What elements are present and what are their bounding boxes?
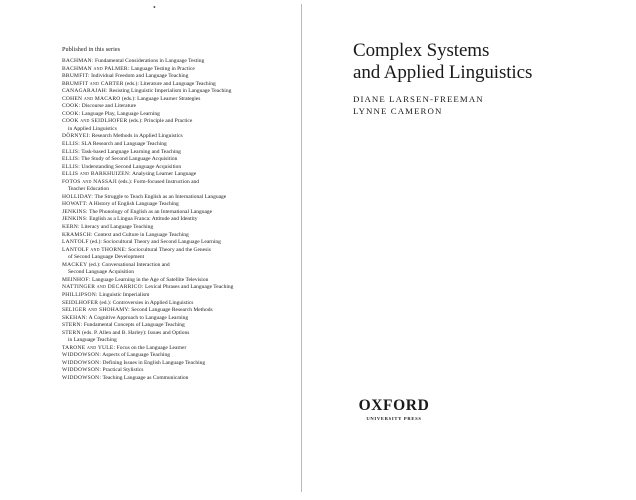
series-item-title: Teaching Language as Communication — [102, 374, 189, 381]
publisher-name: OXFORD — [358, 397, 430, 414]
series-item-title: Defining Issues in English Language Teaching — [102, 359, 206, 366]
series-item-title: Task-based Language Learning and Teaching — [81, 148, 181, 155]
series-item-title: Fundamental Considerations in Language Testing — [95, 58, 205, 64]
series-item-title: (eds.): Principle and Practice — [128, 118, 193, 125]
series-item-title: A History of English Language Teaching — [88, 201, 179, 208]
series-item-author: PHILLIPSON: — [62, 291, 98, 298]
book-title — [353, 40, 603, 84]
series-item-title: The Study of Second Language Acquisition — [81, 156, 178, 163]
publisher-subtitle: UNIVERSITY PRESS — [366, 416, 422, 421]
series-item-author: WIDDOWSON: — [62, 367, 102, 374]
series-item-author: SKEHAN: — [62, 314, 88, 321]
series-item-author: WIDDOWSON: — [62, 359, 102, 366]
series-item — [62, 284, 298, 292]
series-item — [62, 239, 298, 247]
series-item-title: (ed.): Controversies in Applied Linguistics — [99, 299, 194, 306]
series-item — [62, 171, 298, 179]
series-item-author: FOTOS and NASSAJI — [62, 178, 117, 185]
book-authors — [353, 93, 603, 117]
series-item-title: (eds.): Literature and Language Teaching — [125, 80, 216, 87]
series-item-author: HOLLIDAY: — [62, 193, 94, 200]
series-item-title: Focus on the Language Learner — [116, 344, 187, 351]
series-item-title: Context and Culture in Language Teaching — [94, 231, 189, 238]
series-item-title-continued: of Second Language Development — [68, 254, 145, 261]
series-item-title: Lexical Phrases and Language Teaching — [144, 284, 234, 291]
series-item-title-continued: in Language Teaching — [68, 337, 117, 344]
series-item — [62, 307, 298, 315]
series-item — [62, 315, 298, 323]
series-item-title: (ed.): Sociocultural Theory and Second Language Learning — [90, 239, 221, 246]
series-item-author: COOK and SEIDLHOFER — [62, 118, 128, 125]
series-item-author: STERN — [62, 329, 81, 336]
right-page — [353, 40, 603, 117]
series-item — [62, 66, 298, 74]
series-item — [62, 149, 298, 157]
series-item-author: JENKINS: — [62, 216, 88, 223]
series-item-author: STERN: — [62, 322, 83, 329]
series-item-title: Discourse and Literature — [81, 103, 137, 110]
series-item — [62, 375, 298, 383]
page-mark: • — [153, 3, 156, 12]
series-item-title: The Struggle to Teach English as an International Language — [94, 193, 227, 200]
series-item-title: The Phonology of English as an International Language — [89, 208, 213, 215]
book-title-line-1: Complex Systems — [353, 40, 490, 61]
series-item-title: A Cognitive Approach to Language Learning — [88, 314, 189, 321]
series-item — [62, 88, 298, 96]
series-item-author: LANTOLF — [62, 239, 89, 246]
series-item — [62, 292, 298, 300]
series-item — [62, 201, 298, 209]
series-item — [62, 103, 298, 111]
series-item — [62, 360, 298, 368]
series-item-title: Sociocultural Theory and the Genesis — [128, 246, 211, 253]
series-item-author: ELLIS: — [62, 156, 80, 163]
series-item-title: Aspects of Language Teaching — [102, 352, 171, 359]
series-item — [62, 300, 298, 308]
series-item-author: MACKEY — [62, 261, 88, 268]
series-item-author: COOK: — [62, 110, 81, 117]
series-item-author: CANAGARAJAH: — [62, 88, 108, 95]
series-item-title: (eds.): Form-focused Instruction and — [118, 178, 200, 185]
series-item — [62, 367, 298, 375]
series-item-author: WIDDOWSON: — [62, 352, 102, 359]
series-item — [62, 179, 298, 194]
left-page — [62, 46, 298, 383]
series-item — [62, 262, 298, 277]
series-item — [62, 247, 298, 262]
series-item-author: ELLIS: — [62, 141, 80, 148]
series-item-author: NATTINGER and DECARRICO: — [62, 284, 144, 291]
series-item-author: MEINHOF: — [62, 276, 91, 283]
series-item — [62, 73, 298, 81]
series-item — [62, 209, 298, 217]
series-item-author: BRUMFIT: — [62, 73, 90, 80]
series-item-author: KRAMSCH: — [62, 231, 93, 238]
series-item — [62, 164, 298, 172]
series-item-title: Practical Stylistics — [102, 367, 144, 374]
series-item — [62, 277, 298, 285]
series-item-author: KERN: — [62, 224, 80, 231]
series-item-title-continued: Teacher Education — [68, 186, 109, 193]
series-item — [62, 156, 298, 164]
series-item-author: SELIGER and SHOHAMY: — [62, 307, 130, 314]
series-item-author: COOK: — [62, 103, 81, 110]
series-item-title: Resisting Linguistic Imperialism in Language Teaching — [109, 88, 232, 95]
series-item-title: Language Learning in the Age of Satellite Television — [91, 276, 209, 283]
series-item-title: (ed.): Conversational Interaction and — [88, 261, 170, 268]
series-item-author: COHEN and MACARO — [62, 95, 121, 102]
page-gutter — [301, 4, 302, 492]
series-item-author: DÖRNYEI: — [62, 133, 91, 140]
series-item-author: JENKINS: — [62, 208, 88, 215]
series-item-title: Language Testing in Practice — [131, 65, 195, 72]
series-item — [62, 81, 298, 89]
series-item-author: BRUMFIT and CARTER — [62, 80, 124, 87]
series-item — [62, 322, 298, 330]
series-item-title: Fundamental Concepts of Language Teaching — [83, 322, 185, 329]
series-item-title: Language Play, Language Learning — [81, 110, 160, 117]
series-item — [62, 58, 298, 66]
series-heading: Published in this series — [62, 46, 121, 53]
publisher-logo — [354, 398, 434, 422]
book-title-line-2: and Applied Linguistics — [353, 62, 533, 83]
series-item-title: Linguistic Imperialism — [99, 291, 150, 298]
series-item — [62, 141, 298, 149]
series-item-title: SLA Research and Language Teaching — [81, 141, 167, 148]
series-item-author: LANTOLF and THORNE: — [62, 246, 127, 253]
series-item-author: TARONE and YULE: — [62, 344, 116, 351]
series-item-title: Analysing Learner Language — [132, 171, 197, 178]
author-name-1: DIANE LARSEN-FREEMAN — [353, 94, 484, 104]
series-item-title: Individual Freedom and Language Teaching — [91, 73, 189, 80]
series-item-title: Literacy and Language Teaching — [81, 224, 154, 231]
series-item — [62, 96, 298, 104]
series-item-title-continued: Second Language Acquisition — [68, 269, 134, 276]
series-item-title: (eds. P. Allen and B. Harley): Issues and Options — [82, 329, 190, 336]
series-item-title: (eds.): Language Learner Strategies — [121, 95, 201, 102]
series-item — [62, 330, 298, 345]
series-item-author: HOWATT: — [62, 201, 88, 208]
series-item-title: English as a Lingua Franca: Attitude and Identity — [89, 216, 198, 223]
series-item-title: Understanding Second Language Acquisition — [81, 163, 182, 170]
series-item-author: BACHMAN: — [62, 58, 94, 64]
series-item — [62, 224, 298, 232]
series-item — [62, 352, 298, 360]
series-item — [62, 118, 298, 133]
series-item — [62, 133, 298, 141]
series-item-author: WIDDOWSON: — [62, 374, 102, 381]
series-item-title: Research Methods in Applied Linguistics — [91, 133, 183, 140]
series-item — [62, 216, 298, 224]
series-item-title-continued: in Applied Linguistics — [68, 125, 117, 132]
series-item-author: SEIDLHOFER — [62, 299, 99, 306]
series-item-author: ELLIS: — [62, 163, 80, 170]
series-item — [62, 232, 298, 240]
series-item-title: Second Language Research Methods — [131, 307, 213, 314]
series-item-author: ELLIS and BARKHUIZEN: — [62, 171, 131, 178]
author-name-2: LYNNE CAMERON — [353, 106, 443, 116]
series-item-author: ELLIS: — [62, 148, 80, 155]
series-list — [62, 58, 298, 383]
series-item-author: BACHMAN and PALMER: — [62, 65, 130, 72]
